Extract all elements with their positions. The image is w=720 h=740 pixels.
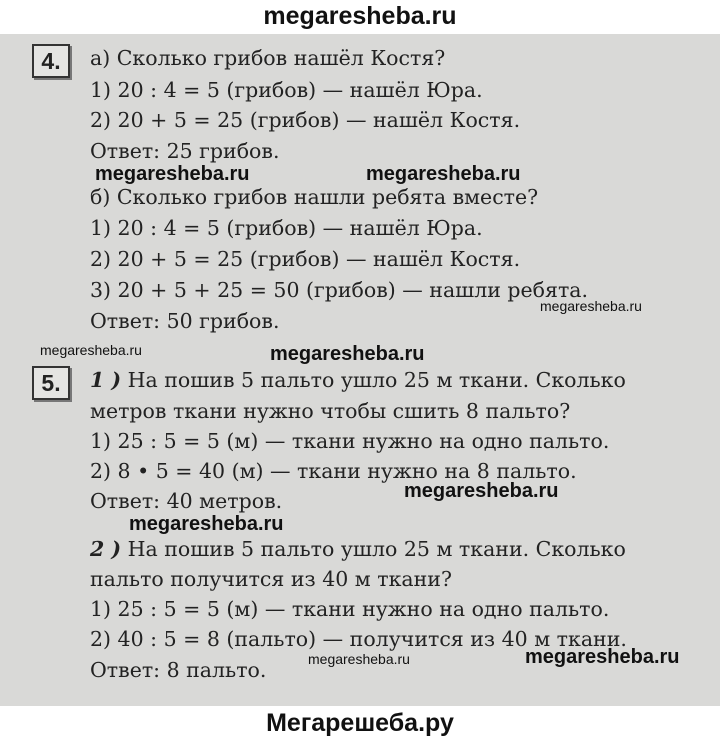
task-5-line: 2) 8 • 5 = 40 (м) — ткани нужно на 8 пальто.: [90, 459, 577, 483]
task-5-line: Ответ: 40 метров.: [90, 489, 283, 513]
part-marker: 2 ): [90, 537, 122, 561]
task-5-part-1-first-line: [90, 366, 626, 394]
line-text: На пошив 5 пальто ушло 25 м ткани. Сколько: [121, 368, 626, 392]
task-4-line: б) Сколько грибов нашли ребята вместе?: [90, 185, 539, 209]
task-4-line: 3) 20 + 5 + 25 = 50 (грибов) — нашли ребята.: [90, 278, 589, 302]
task-4-line: 1) 20 : 4 = 5 (грибов) — нашёл Юра.: [90, 78, 483, 102]
watermark: megaresheba.ru: [308, 651, 410, 667]
footer-watermark: Мегарешеба.ру: [0, 706, 720, 740]
watermark: megaresheba.ru: [366, 163, 521, 185]
task-4-number: 4.: [32, 44, 70, 78]
watermark: megaresheba.ru: [404, 480, 559, 502]
header-watermark: megaresheba.ru: [0, 0, 720, 34]
task-4-line: а) Сколько грибов нашёл Костя?: [90, 46, 446, 70]
task-5-line: 1) 25 : 5 = 5 (м) — ткани нужно на одно пальто.: [90, 597, 610, 621]
watermark: megaresheba.ru: [95, 163, 250, 185]
watermark: megaresheba.ru: [540, 298, 642, 314]
task-5-line: 1) 25 : 5 = 5 (м) — ткани нужно на одно пальто.: [90, 429, 610, 453]
watermark: megaresheba.ru: [129, 513, 284, 535]
task-5-part-2-first-line: [90, 535, 626, 563]
task-5-number: 5.: [32, 366, 70, 400]
task-5-line: 2) 40 : 5 = 8 (пальто) — получится из 40 м ткани.: [90, 627, 627, 651]
watermark: megaresheba.ru: [525, 646, 680, 668]
task-4-line: 1) 20 : 4 = 5 (грибов) — нашёл Юра.: [90, 216, 483, 240]
watermark: megaresheba.ru: [40, 342, 142, 358]
watermark: megaresheba.ru: [270, 343, 425, 365]
part-marker: 1 ): [90, 368, 122, 392]
task-5-line: пальто получится из 40 м ткани?: [90, 567, 452, 591]
task-4-line: 2) 20 + 5 = 25 (грибов) — нашёл Костя.: [90, 247, 521, 271]
task-5-line: Ответ: 8 пальто.: [90, 658, 267, 682]
task-4-line: 2) 20 + 5 = 25 (грибов) — нашёл Костя.: [90, 108, 521, 132]
line-text: На пошив 5 пальто ушло 25 м ткани. Сколько: [121, 537, 626, 561]
task-4-line: Ответ: 50 грибов.: [90, 309, 280, 333]
task-4-line: Ответ: 25 грибов.: [90, 139, 280, 163]
task-5-line: метров ткани нужно чтобы сшить 8 пальто?: [90, 399, 571, 423]
